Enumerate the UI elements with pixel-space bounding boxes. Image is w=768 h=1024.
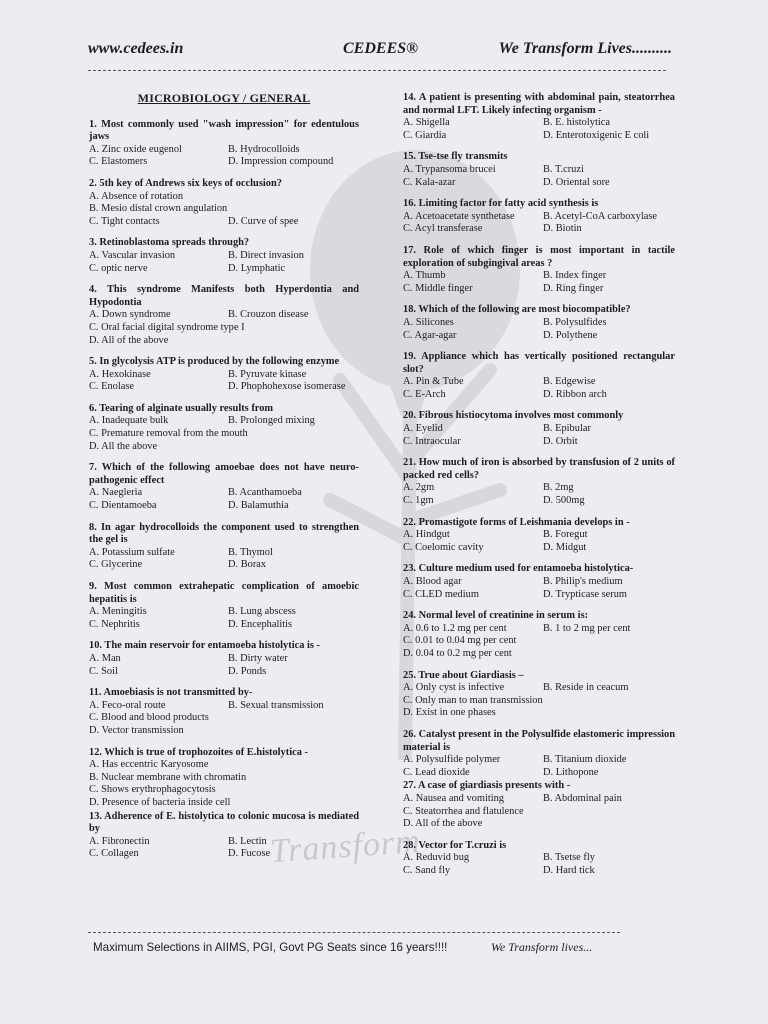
answer-option: B. Direct invasion [228,249,304,261]
answer-option: D. Polythene [543,329,598,341]
question-text: 9. Most common extrahepatic complication of amoebic hepatitis is [89,581,359,605]
footer-tagline: Maximum Selections in AIIMS, PGI, Govt PG Seats since 16 years!!!! [93,941,448,954]
answer-option: B. Mesio distal crown angulation [89,203,228,215]
answer-option: A. Reduvid bug [403,852,470,864]
answer-option: C. Oral facial digital syndrome type I [89,321,245,333]
answer-option: A. Thumb [403,270,446,282]
answer-option: B. Polysulfides [543,316,607,328]
options-grid [89,487,359,512]
answer-option: A. 0.6 to 1.2 mg per cent [403,622,507,634]
answer-option: A. Feco-oral route [89,699,166,711]
options-grid [403,164,675,189]
question-item [403,410,675,448]
options-grid [89,836,359,861]
options-grid [403,270,675,295]
answer-option: D. Vector transmission [89,724,184,736]
answer-option: D. Ponds [228,665,267,677]
answer-option: C. 0.01 to 0.04 mg per cent [403,635,517,647]
answer-option: B. Acetyl-CoA carboxylase [543,210,657,222]
answer-option: C. Soil [89,665,118,677]
answer-option: A. Potassium sulfate [89,546,175,558]
answer-option: C. Giardia [403,129,447,141]
header-brand: CEDEES® [343,40,419,57]
answer-option: C. Agar-agar [403,329,457,341]
answer-option: D. Orbit [543,435,578,447]
answer-option: A. Silicones [403,316,454,328]
options-grid [403,529,675,554]
question-text: 16. Limiting factor for fatty acid synthesis is [403,198,599,210]
answer-option: B. Thymol [228,546,273,558]
answer-option: A. Inadequate bulk [89,415,169,427]
question-text: 6. Tearing of alginate usually results from [89,402,274,414]
answer-option: A. Has eccentric Karyosome [89,759,209,771]
options-grid [403,623,675,661]
question-item [403,670,675,720]
question-text: 8. In agar hydrocolloids the component used to strengthen the gel is [89,521,359,546]
answer-option: D. Curve of spee [228,215,299,227]
answer-option: C. Blood and blood products [89,712,209,724]
answer-option: B. Hydrocolloids [228,143,300,155]
answer-option: D. Phophohexose isomerase [228,381,346,393]
question-text: 3. Retinoblastoma spreads through? [89,237,250,249]
question-text: 21. How much of iron is absorbed by transfusion of 2 units of packed red cells? [403,457,675,481]
options-grid [403,576,675,601]
question-item [403,457,675,507]
answer-option: A. Down syndrome [89,309,171,321]
question-text: 4. This syndrome Manifests both Hyperdontia and Hypodontia [89,284,359,308]
footer-slogan: We Transform lives... [491,940,593,954]
answer-option: B. Lung abscess [228,606,296,618]
answer-option: B. E. histolytica [543,117,610,129]
question-text: 2. 5th key of Andrews six keys of occlusion? [89,177,282,189]
question-item [403,245,675,295]
answer-option: A. Blood agar [403,576,462,587]
answer-option: B. Prolonged mixing [228,415,315,427]
question-item [89,640,359,678]
question-item [403,92,675,142]
section-title: MICROBIOLOGY / GENERAL [137,91,311,105]
answer-option: B. Dirty water [228,652,288,664]
options-grid [403,211,675,236]
options-grid [403,793,675,831]
answer-option: C. Nephritis [89,618,140,630]
answer-option: A. Hexokinase [89,368,151,380]
answer-option: D. Midgut [543,541,587,553]
answer-option: A. Naegleria [89,487,143,499]
question-text: 25. True about Giardiasis – [403,669,524,681]
question-text: 17. Role of which finger is most important in tactile exploration of subgingival areas ? [403,244,675,269]
options-grid [403,376,675,401]
answer-option: C. Steatorrhea and flatulence [403,805,524,817]
answer-option: D. Enterotoxigenic E coli [543,129,650,141]
question-text: 18. Which of the following are most biocompatible? [403,304,631,316]
answer-option: C. Enolase [89,381,135,393]
answer-option: A. Nausea and vomiting [403,792,504,804]
options-grid [403,117,675,142]
question-item [89,237,359,275]
question-item [403,304,675,342]
answer-option: A. Trypansoma brucei [403,163,496,175]
answer-option: C. Elastomers [89,156,148,168]
answer-option: C. Lead dioxide [403,766,470,778]
page-header [88,40,672,68]
answer-option: D. Encephalitis [228,618,293,630]
header-site: www.cedees.in [88,40,184,57]
options-grid [403,852,675,877]
options-grid [403,317,675,342]
options-grid [89,369,359,394]
question-item [89,522,359,572]
question-text: 19. Appliance which has vertically positioned rectangular slot? [403,351,675,375]
answer-option: D. Trypticase serum [543,588,627,600]
answer-option: C. Sand fly [403,864,451,876]
answer-option: C. Dientamoeba [89,500,157,512]
answer-option: B. T.cruzi [543,163,584,175]
answer-option: B. 2mg [543,482,574,494]
answer-option: B. Epibular [543,423,591,435]
answer-option: B. Nuclear membrane with chromatin [89,771,247,783]
answer-option: B. Sexual transmission [228,699,324,711]
header-slogan: We Transform Lives.......... [498,40,672,57]
options-grid [89,144,359,169]
question-text: 7. Which of the following amoebae does not have neuro-pathogenic effect [89,462,359,486]
answer-option: B. Tsetse fly [543,852,595,864]
answer-option: C. Tight contacts [89,215,160,227]
question-item [403,198,675,236]
answer-option: D. 500mg [543,495,585,507]
options-grid [89,415,359,453]
question-item [403,610,675,660]
answer-option: A. Fibronectin [89,835,150,847]
page-footer [93,940,653,955]
answer-option: D. Hard tick [543,864,595,876]
question-text: 28. Vector for T.cruzi is [403,839,507,851]
question-text: 12. Which is true of trophozoites of E.histolytica - [89,746,308,758]
options-grid [403,754,675,779]
answer-option: D. Impression compound [228,156,334,168]
answer-option: C. Kala-azar [403,176,456,188]
answer-option: D. Presence of bacteria inside cell [89,796,231,808]
question-text: 24. Normal level of creatinine in serum is: [403,610,589,622]
answer-option: B. Abdominal pain [543,792,622,804]
answer-option: C. Shows erythrophagocytosis [89,784,216,796]
answer-option: C. Acyl transferase [403,223,483,235]
question-text: 1. Most commonly used "wash impression" for edentulous jaws [89,118,359,143]
answer-option: B. Reside in ceacum [543,682,629,694]
options-grid [89,653,359,678]
options-grid [89,191,359,229]
question-item [89,178,359,228]
answer-option: C. Premature removal from the mouth [89,428,248,440]
answer-option: B. Edgewise [543,376,596,388]
answer-option: D. Lithopone [543,766,599,778]
watermark-text: Transform [268,822,422,871]
answer-option: A. Only cyst is infective [403,682,505,694]
options-grid [403,682,675,720]
question-text: 11. Amoebiasis is not transmitted by- [89,687,253,699]
answer-option: A. Pin & Tube [403,376,464,388]
answer-option: B. Foregut [543,529,588,541]
answer-option: B. Titanium dioxide [543,754,627,766]
answer-option: D. 0.04 to 0.2 mg per cent [403,647,512,659]
answer-option: C. Intraocular [403,435,461,447]
answer-option: B. Acanthamoeba [228,487,302,499]
answer-option: D. Exist in one phases [403,707,496,719]
question-text: 27. A case of giardiasis presents with - [403,780,571,792]
answer-option: A. 2gm [403,482,435,494]
answer-option: D. Fucose [228,848,271,860]
answer-option: C. Middle finger [403,282,473,294]
question-text: 22. Promastigote forms of Leishmania develops in - [403,516,630,528]
answer-option: B. Pyruvate kinase [228,368,307,380]
answer-option: D. Lymphatic [228,262,286,274]
answer-option: D. Balamuthia [228,500,289,512]
question-item [89,356,359,394]
options-grid [89,547,359,572]
left-column [89,92,359,870]
question-item [89,284,359,347]
footer-divider [88,932,620,933]
answer-option: A. Absence of rotation [89,190,184,202]
header-divider [88,70,666,71]
answer-option: B. Lectin [228,835,267,847]
answer-option: A. Shigella [403,117,450,129]
question-text: 26. Catalyst present in the Polysulfide elastomeric impression material is [403,728,675,753]
question-item [403,840,675,878]
answer-option: C. Glycerine [89,559,143,571]
answer-option: A. Hindgut [403,529,450,541]
answer-option: C. 1gm [403,495,434,507]
answer-option: C. Collagen [89,848,139,860]
question-text: 15. Tse-tse fly transmits [403,151,508,163]
question-item [89,581,359,631]
question-item [89,747,359,810]
question-item [89,403,359,453]
question-item [89,687,359,737]
question-text: 13. Adherence of E. histolytica to colonic mucosa is mediated by [89,810,359,835]
options-grid [89,309,359,347]
answer-option: C. CLED medium [403,588,479,600]
question-item [403,517,675,555]
answer-option: B. Index finger [543,270,607,282]
question-item [403,563,675,601]
answer-option: D. Oriental sore [543,176,610,188]
answer-option: A. Zinc oxide eugenol [89,143,182,155]
answer-option: C. optic nerve [89,262,148,274]
answer-option: B. Crouzon disease [228,309,309,321]
options-grid [89,606,359,631]
answer-option: B. 1 to 2 mg per cent [543,622,631,634]
answer-option: A. Polysulfide polymer [403,754,501,766]
options-grid [89,759,359,809]
question-item [89,119,359,169]
options-grid [403,482,675,507]
answer-option: D. All of the above [89,334,169,346]
question-item [89,811,359,861]
answer-option: C. E-Arch [403,388,446,400]
question-text: 5. In glycolysis ATP is produced by the following enzyme [89,356,340,368]
answer-option: D. Borax [228,559,267,571]
right-column [403,92,675,886]
answer-option: A. Acetoacetate synthetase [403,210,515,222]
answer-option: D. All of the above [403,818,483,830]
answer-option: D. Biotin [543,223,582,235]
answer-option: A. Eyelid [403,423,443,435]
question-text: 20. Fibrous histiocytoma involves most commonly [403,410,624,422]
answer-option: D. All the above [89,440,158,452]
question-item [403,729,675,779]
options-grid [403,423,675,448]
options-grid [89,250,359,275]
answer-option: D. Ring finger [543,282,604,294]
question-item [403,351,675,401]
answer-option: C. Coelomic cavity [403,541,484,553]
question-item [89,462,359,512]
options-grid [89,700,359,738]
answer-option: B. Philip's medium [543,576,623,587]
question-text: 14. A patient is presenting with abdominal pain, steatorrhea and normal LFT. Likely infecting organism - [403,92,675,116]
question-text: 23. Culture medium used for entamoeba histolytica- [403,563,634,575]
question-text: 10. The main reservoir for entamoeba histolytica is - [89,640,320,652]
question-item [403,780,675,830]
question-item [403,151,675,189]
answer-option: A. Meningitis [89,606,147,618]
answer-option: C. Only man to man transmission [403,694,543,706]
answer-option: A. Vascular invasion [89,249,176,261]
answer-option: A. Man [89,652,121,664]
answer-option: D. Ribbon arch [543,388,607,400]
